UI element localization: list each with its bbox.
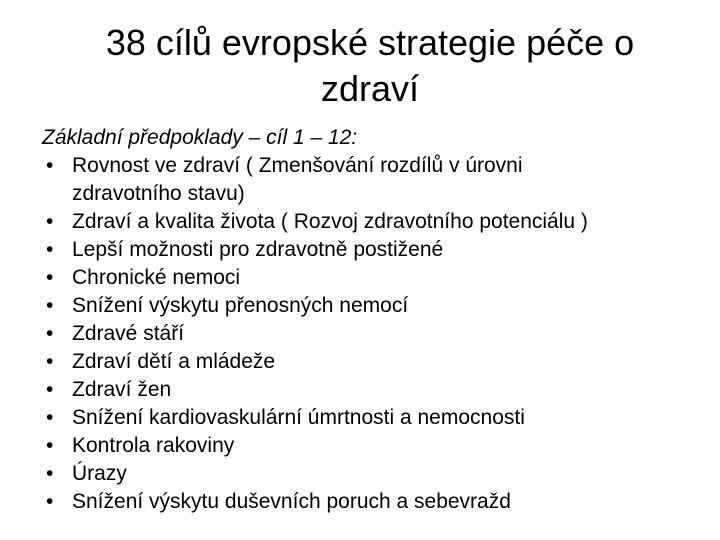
bullet-text-5: Snížení výskytu přenosných nemocí: [72, 294, 409, 317]
bullet-text-7: Zdraví dětí a mládeže: [72, 350, 276, 373]
bullet-item-1: [42, 152, 692, 208]
bullet-marker-3: •: [46, 238, 54, 261]
bullet-item-9: [42, 404, 692, 432]
bullet-marker-12: •: [46, 490, 54, 513]
slide-content: [42, 124, 692, 516]
bullet-marker-11: •: [46, 462, 54, 485]
bullet-marker-7: •: [46, 350, 54, 373]
bullet-text-1-line-1: Rovnost ve zdraví ( Zmenšování rozdílů v úrovni: [72, 154, 523, 177]
bullet-item-12: [42, 488, 692, 516]
bullet-text-4: Chronické nemoci: [72, 266, 241, 289]
bullet-text-3: Lepší možnosti pro zdravotně postižené: [72, 238, 444, 261]
slide-title: [30, 20, 710, 112]
slide-title-line-2: zdraví: [320, 68, 420, 109]
bullet-list: [42, 152, 692, 516]
bullet-marker-8: •: [46, 378, 54, 401]
bullet-marker-2: •: [46, 210, 54, 233]
bullet-item-10: [42, 432, 692, 460]
bullet-marker-4: •: [46, 266, 54, 289]
bullet-marker-10: •: [46, 434, 54, 457]
bullet-text-10: Kontrola rakoviny: [72, 434, 235, 457]
bullet-text-8: Zdraví žen: [72, 378, 172, 401]
bullet-item-4: [42, 264, 692, 292]
subheading: Základní předpoklady – cíl 1 – 12:: [42, 126, 358, 149]
bullet-text-1-line-2: zdravotního stavu): [72, 182, 245, 205]
bullet-text-11: Úrazy: [72, 462, 127, 485]
bullet-item-7: [42, 348, 692, 376]
bullet-marker-6: •: [46, 322, 54, 345]
bullet-text-2: Zdraví a kvalita života ( Rozvoj zdravotního potenciálu ): [72, 210, 588, 233]
bullet-marker-5: •: [46, 294, 54, 317]
bullet-item-8: [42, 376, 692, 404]
bullet-text-9: Snížení kardiovaskulární úmrtnosti a nemocnosti: [72, 406, 525, 429]
bullet-item-2: [42, 208, 692, 236]
slide-title-line-1: 38 cílů evropské strategie péče o: [105, 22, 635, 63]
bullet-text-6: Zdravé stáří: [72, 322, 185, 345]
bullet-item-5: [42, 292, 692, 320]
bullet-text-1: [72, 152, 692, 208]
bullet-item-3: [42, 236, 692, 264]
bullet-marker-1: •: [46, 154, 54, 177]
bullet-text-12: Snížení výskytu duševních poruch a sebevražd: [72, 490, 511, 513]
bullet-marker-9: •: [46, 406, 54, 429]
bullet-item-11: [42, 460, 692, 488]
bullet-item-6: [42, 320, 692, 348]
